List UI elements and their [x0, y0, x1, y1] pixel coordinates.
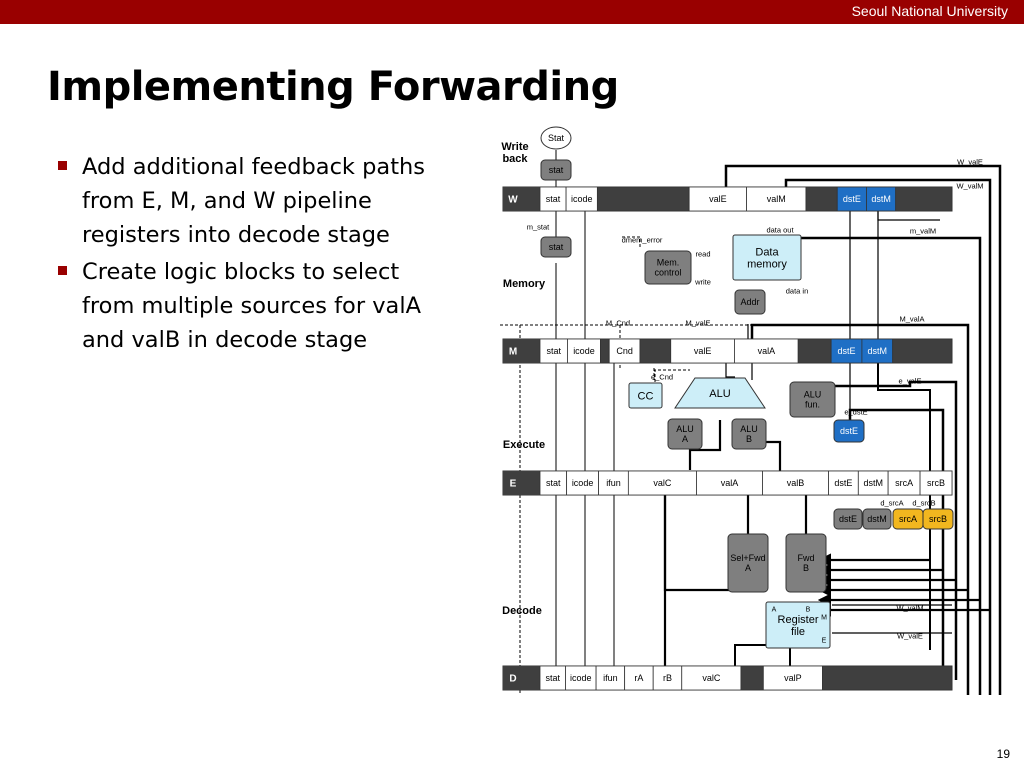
- regfile-port-label: E: [821, 637, 827, 645]
- bullet-text: Add additional feedback paths from E, M, and W pipeline registers into decode stage: [82, 154, 425, 248]
- wb-stat-block-label: stat: [548, 165, 564, 176]
- regfile-port-label: B: [805, 606, 811, 614]
- addr-block-label: Addr: [740, 297, 760, 308]
- decode-dste-block-label: dstE: [838, 514, 858, 525]
- register-field-label: srcB: [927, 478, 946, 489]
- signal-label: write: [695, 277, 711, 287]
- slide-title: Implementing Forwarding: [47, 64, 619, 110]
- register-field-label: dstM: [871, 194, 891, 205]
- register-field-label: valE: [709, 194, 727, 205]
- fwd-b-block: [786, 534, 826, 592]
- register-field-label: ifun: [606, 478, 621, 489]
- register-name: M: [508, 346, 518, 358]
- alu-a-block: [668, 419, 702, 449]
- signal-label: m_valM: [909, 226, 937, 236]
- register-field-label: icode: [570, 194, 593, 205]
- decode-srcb-block-label: srcB: [929, 514, 947, 525]
- register-field: [893, 339, 952, 363]
- header-bar: [0, 0, 1024, 24]
- signal-label: M_valE: [685, 318, 711, 328]
- stage-label-memory: Memory: [502, 277, 546, 290]
- signal-label: W_valM: [896, 603, 924, 613]
- signal-label: read: [695, 249, 711, 259]
- register-field-label: valB: [786, 478, 805, 489]
- fwd-b-block-label: Fwd B: [797, 553, 815, 574]
- register-name: W: [508, 194, 518, 206]
- register-field-label: valC: [653, 478, 672, 489]
- register-field: [822, 666, 952, 690]
- decode-srcb-block: [923, 509, 953, 529]
- bullet-square-icon: [58, 266, 67, 275]
- alu-b-block-label: ALU B: [740, 424, 758, 445]
- execute-dste-block-label: dstE: [839, 426, 859, 437]
- sel-fwd-a-block: [728, 534, 768, 592]
- register-field-label: ifun: [603, 673, 618, 684]
- bullet-list: [58, 150, 458, 360]
- register-field-label: dstM: [867, 346, 888, 357]
- pipeline-register-D: [503, 666, 952, 690]
- bullet-item: [58, 150, 458, 252]
- bullet-square-icon: [58, 161, 67, 170]
- pipeline-register-M: [503, 339, 952, 363]
- stage-label-decode: Decode: [502, 604, 542, 617]
- signal-label: data in: [785, 286, 809, 296]
- register-field: [640, 339, 671, 363]
- wire: [735, 645, 770, 666]
- signal-label: e_dstE: [844, 407, 868, 417]
- register-field: [597, 187, 689, 211]
- signal-label: M_valA: [899, 314, 925, 324]
- alu-a-block-label: ALU A: [676, 424, 694, 445]
- mem-control-block: [645, 251, 691, 284]
- data-memory-block-label: Data memory: [747, 246, 787, 271]
- cc-block: [629, 383, 662, 408]
- alu-fun-block-label: ALU fun.: [803, 389, 822, 410]
- regfile-port-label: M: [821, 614, 827, 622]
- signal-label: W_valE: [897, 631, 923, 641]
- stage-label-writeback: Write back: [501, 140, 529, 165]
- register-field: [806, 187, 837, 211]
- signal-label: d_srcA: [880, 498, 904, 508]
- register-name: E: [509, 478, 517, 490]
- register-field: [896, 187, 952, 211]
- register-field-label: rA: [634, 673, 644, 684]
- register-field: [600, 339, 609, 363]
- register-name: D: [509, 673, 517, 685]
- register-field-label: valA: [757, 346, 776, 357]
- register-field-label: valA: [720, 478, 739, 489]
- mem-control-block-label: Mem. control: [654, 257, 682, 278]
- data-memory-block: [733, 235, 801, 280]
- register-field-label: valC: [702, 673, 721, 684]
- bullet-text: Create logic blocks to select from multiple sources for valA and valB in decode stage: [82, 259, 421, 353]
- register-field-label: Cnd: [616, 346, 633, 357]
- pipeline-registers: [503, 187, 952, 690]
- register-field-label: stat: [546, 478, 561, 489]
- stat-oval-label: Stat: [547, 133, 565, 144]
- signal-label: e_Cnd: [650, 372, 674, 382]
- wire: [878, 211, 940, 220]
- register-field-label: rB: [662, 673, 672, 684]
- sel-fwd-a-block-label: Sel+Fwd A: [730, 553, 766, 574]
- signal-label: m_stat: [526, 222, 550, 232]
- regfile-port-label: A: [771, 606, 777, 614]
- register-field-label: valM: [766, 194, 786, 205]
- bullet-item: [58, 255, 458, 357]
- register-field-label: valE: [693, 346, 712, 357]
- register-field-label: stat: [545, 673, 561, 684]
- addr-block: [735, 290, 765, 314]
- page-number: 19: [996, 747, 1010, 761]
- wire: [665, 495, 730, 590]
- alu-label: ALU: [709, 387, 731, 400]
- cc-block-label: CC: [637, 390, 654, 403]
- register-field-label: icode: [573, 346, 595, 357]
- alu-block: [675, 378, 765, 408]
- stage-label-execute: Execute: [502, 438, 546, 451]
- wb-stat-block: [541, 160, 571, 180]
- decode-srca-block: [893, 509, 923, 529]
- alu-fun-block: [790, 382, 835, 417]
- pipeline-forwarding-diagram: [490, 120, 1010, 695]
- register-field-label: valP: [784, 673, 802, 684]
- pipeline-register-E: [503, 471, 952, 495]
- wire: [726, 363, 735, 377]
- decode-dste-block: [834, 509, 862, 529]
- signal-label: M_Cnd: [605, 318, 631, 328]
- register-field-label: stat: [545, 194, 561, 205]
- register-field: [741, 666, 763, 690]
- register-field-label: dstE: [842, 194, 861, 205]
- register-field-label: stat: [546, 346, 561, 357]
- decode-srca-block-label: srcA: [899, 514, 917, 525]
- mem-stat-block: [541, 237, 571, 257]
- pipeline-register-W: [503, 187, 952, 211]
- register-field-label: icode: [570, 673, 592, 684]
- register-field-label: dstE: [834, 478, 853, 489]
- signal-label: W_valE: [957, 157, 983, 167]
- signal-label: W_valM: [956, 181, 984, 191]
- register-field-label: dstM: [863, 478, 883, 489]
- signal-label: d_srcB: [912, 498, 936, 508]
- register-field: [798, 339, 831, 363]
- alu-b-block: [732, 419, 766, 449]
- university-name: Seoul National University: [851, 3, 1008, 19]
- decode-dstm-block-label: dstM: [867, 514, 887, 525]
- signal-label: dmem_error: [621, 235, 663, 245]
- register-field-label: dstE: [837, 346, 856, 357]
- register-file-block-label: Register file: [777, 613, 819, 638]
- signal-label: e_valE: [898, 376, 922, 386]
- execute-dste-block: [834, 420, 864, 442]
- mem-stat-block-label: stat: [548, 242, 564, 253]
- register-field-label: srcA: [895, 478, 914, 489]
- signal-label: data out: [766, 225, 794, 235]
- register-field-label: icode: [571, 478, 594, 489]
- decode-dstm-block: [863, 509, 891, 529]
